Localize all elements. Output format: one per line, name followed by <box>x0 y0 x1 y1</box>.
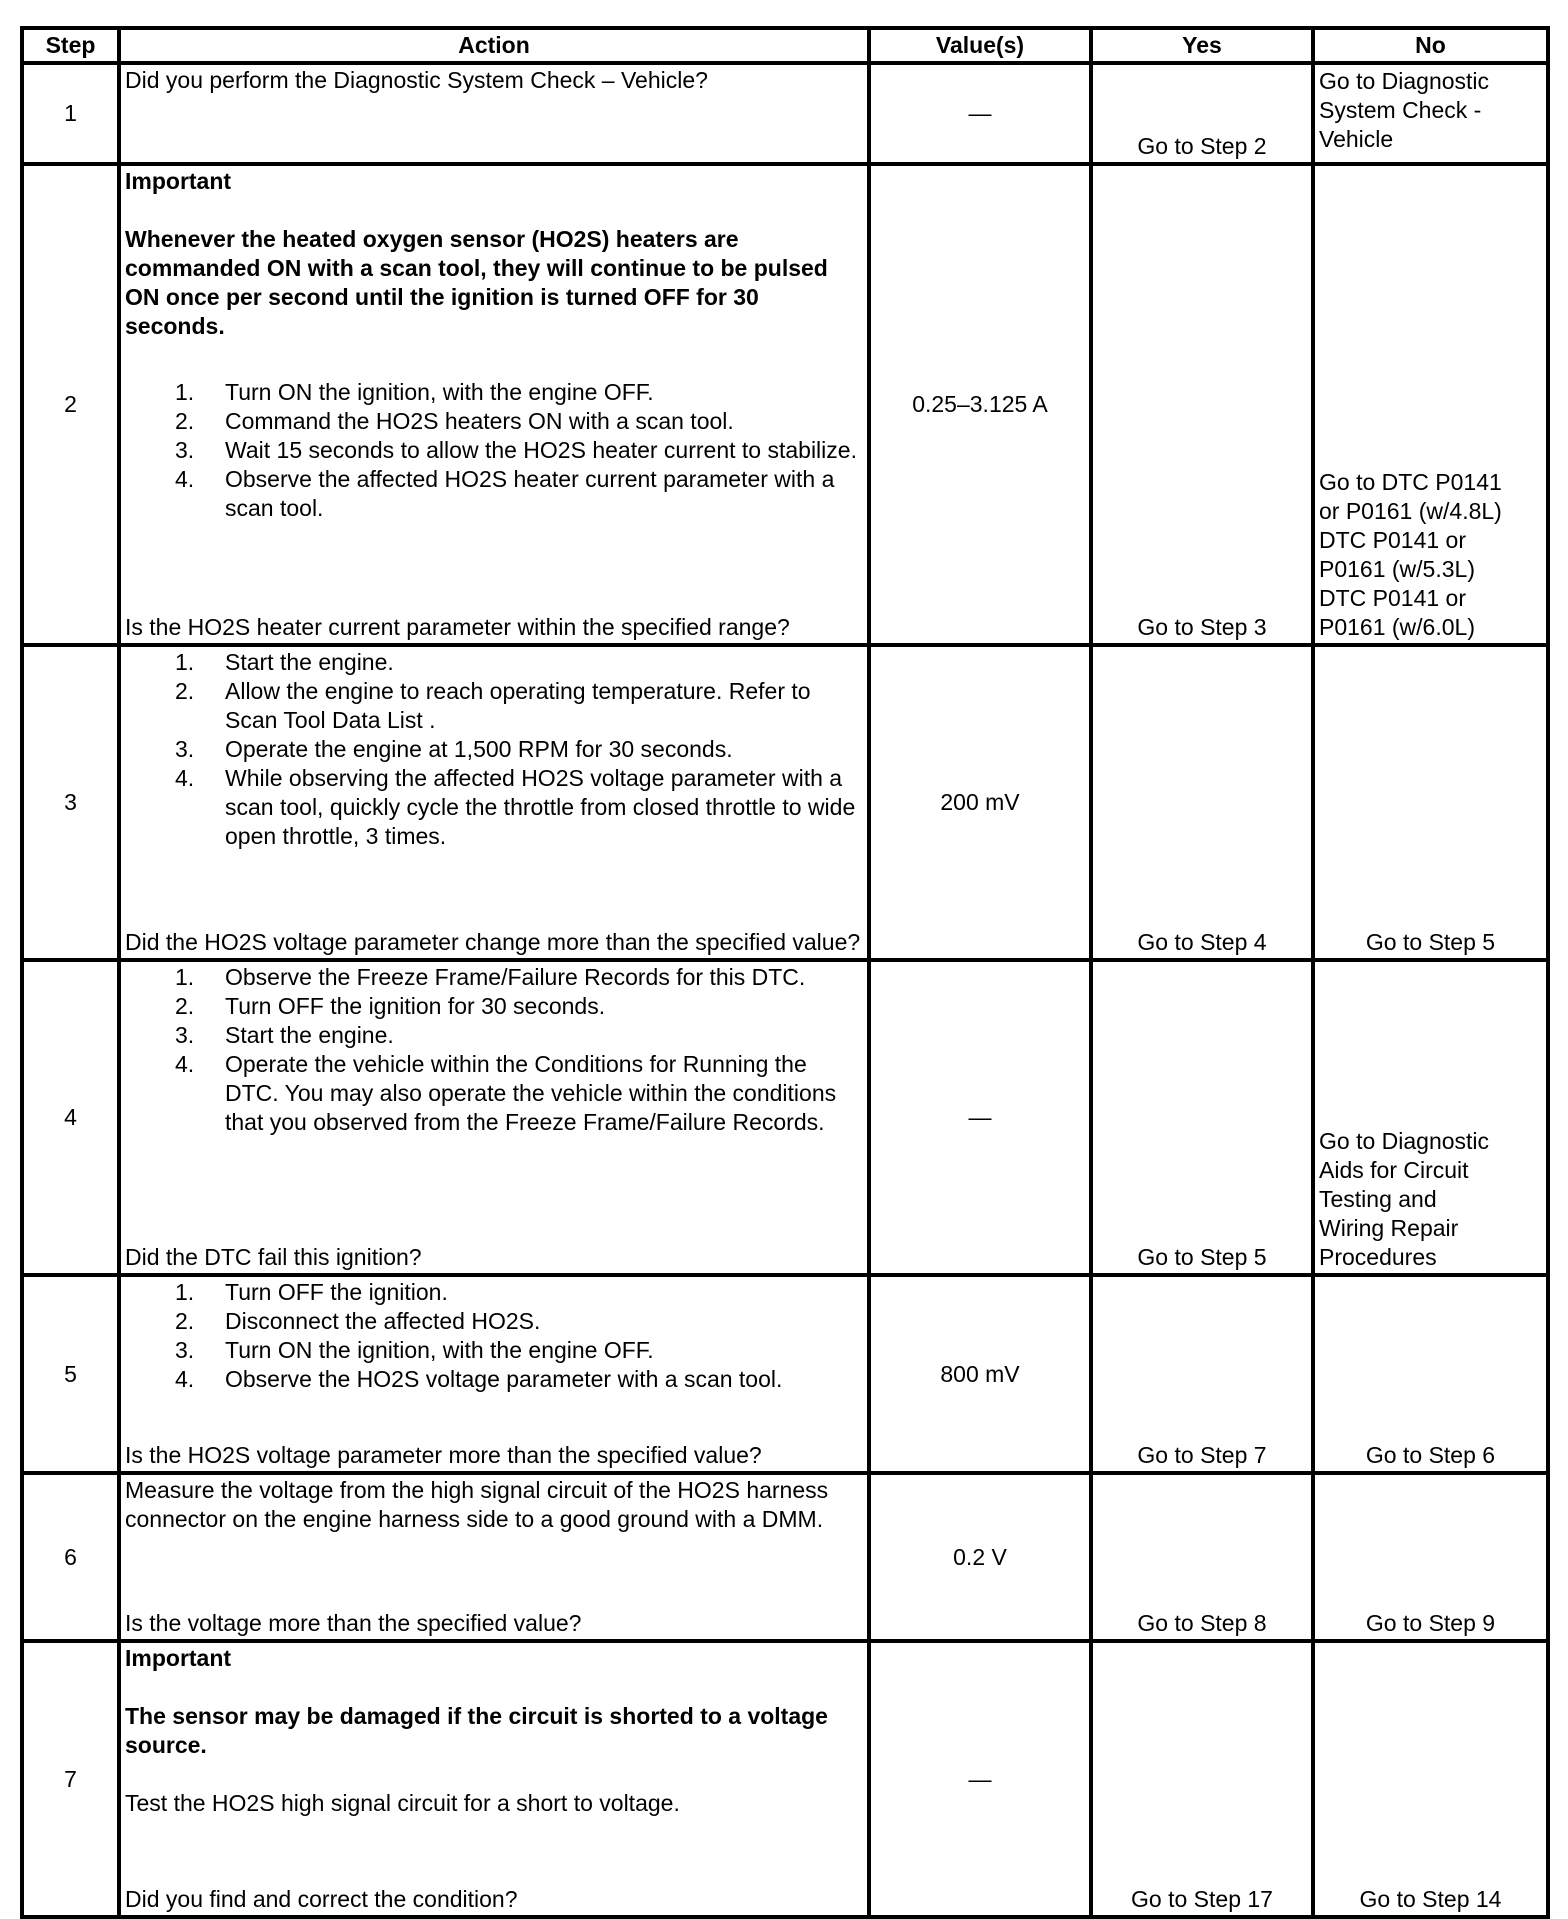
no-line: Go to DTC P0141 <box>1319 469 1502 495</box>
question-text: Did the DTC fail this ignition? <box>125 1244 422 1270</box>
step-number: 4 <box>22 960 119 1275</box>
list-item: 2. Turn OFF the ignition for 30 seconds. <box>175 993 606 1019</box>
value-cell: — <box>869 63 1091 164</box>
no-cell <box>1313 1275 1548 1473</box>
yes-cell <box>1091 164 1313 645</box>
action-cell <box>119 164 869 645</box>
no-line: Go to Diagnostic <box>1319 1128 1490 1154</box>
no-cell <box>1313 1641 1548 1917</box>
table-row-step-1 <box>22 63 1548 164</box>
no-line: Wiring Repair <box>1319 1215 1459 1241</box>
yes-link[interactable]: Go to Step 5 <box>1137 1244 1267 1270</box>
procedure-list <box>125 648 863 851</box>
question-text: Is the HO2S heater current parameter within the specified range? <box>125 614 790 640</box>
value-cell: 800 mV <box>869 1275 1091 1473</box>
header-step: Step <box>22 28 119 63</box>
list-item: 1. Turn OFF the ignition. <box>175 1279 448 1305</box>
yes-cell <box>1091 960 1313 1275</box>
question-text: Is the HO2S voltage parameter more than the specified value? <box>125 1442 762 1468</box>
step-number: 1 <box>22 63 119 164</box>
yes-link[interactable]: Go to Step 17 <box>1131 1886 1273 1912</box>
no-link[interactable] <box>1315 468 1546 642</box>
no-line: or P0161 (w/4.8L) <box>1319 498 1502 524</box>
yes-link[interactable]: Go to Step 8 <box>1137 1610 1267 1636</box>
no-link[interactable] <box>1319 65 1542 154</box>
action-cell <box>119 1473 869 1641</box>
table-row-step-4 <box>22 960 1548 1275</box>
header-no: No <box>1313 28 1548 63</box>
step-number: 7 <box>22 1641 119 1917</box>
no-line: Testing and <box>1319 1186 1437 1212</box>
header-yes: Yes <box>1091 28 1313 63</box>
no-cell <box>1313 645 1548 960</box>
no-line: Aids for Circuit <box>1319 1157 1469 1183</box>
question-text: Did the HO2S voltage parameter change more than the specified value? <box>125 929 861 955</box>
yes-cell <box>1091 1473 1313 1641</box>
yes-cell <box>1091 645 1313 960</box>
list-item: 2. Disconnect the affected HO2S. <box>175 1308 541 1334</box>
step-number: 3 <box>22 645 119 960</box>
list-item: 3. Wait 15 seconds to allow the HO2S heater current to stabilize. <box>175 437 857 463</box>
value-cell: — <box>869 1641 1091 1917</box>
action-cell <box>119 63 869 164</box>
list-item: 1. Observe the Freeze Frame/Failure Records for this DTC. <box>175 964 806 990</box>
no-line: DTC P0141 or <box>1319 527 1467 553</box>
no-link[interactable]: Go to Step 6 <box>1365 1442 1496 1468</box>
action-cell <box>119 1641 869 1917</box>
list-item: 3. Start the engine. <box>175 1022 394 1048</box>
no-cell <box>1313 960 1548 1275</box>
yes-cell <box>1091 1641 1313 1917</box>
question-text: Did you find and correct the condition? <box>125 1886 518 1912</box>
action-text: Measure the voltage from the high signal circuit of the HO2S harness connector on the engine harness side to a good ground with a DMM. <box>125 1477 829 1532</box>
no-line: System Check - <box>1319 97 1482 123</box>
no-line: DTC P0141 or <box>1319 585 1467 611</box>
list-item: 2. Allow the engine to reach operating temperature. Refer to Scan Tool Data List . <box>175 678 811 733</box>
no-line: Procedures <box>1319 1244 1437 1270</box>
table-row-step-6 <box>22 1473 1548 1641</box>
no-line: Go to Diagnostic <box>1319 68 1490 94</box>
yes-link[interactable]: Go to Step 7 <box>1137 1442 1267 1468</box>
table-row-step-5 <box>22 1275 1548 1473</box>
important-label: Important <box>125 168 232 194</box>
yes-link[interactable]: Go to Step 3 <box>1137 614 1267 640</box>
value-cell: 0.2 V <box>869 1473 1091 1641</box>
procedure-list <box>125 963 863 1137</box>
step-number: 6 <box>22 1473 119 1641</box>
list-item: 4. Operate the vehicle within the Conditions for Running the DTC. You may also operate the vehicle within the conditions that you observed from the Freeze Frame/Failure Records. <box>175 1051 837 1135</box>
action-cell <box>119 960 869 1275</box>
procedure-list <box>125 1278 863 1394</box>
list-item: 2. Command the HO2S heaters ON with a scan tool. <box>175 408 734 434</box>
list-item: 3. Operate the engine at 1,500 RPM for 30 seconds. <box>175 736 733 762</box>
header-row <box>22 28 1548 63</box>
no-line: P0161 (w/5.3L) <box>1319 556 1475 582</box>
action-cell <box>119 645 869 960</box>
value-cell: 0.25–3.125 A <box>869 164 1091 645</box>
important-text: The sensor may be damaged if the circuit is shorted to a voltage source. <box>125 1703 828 1758</box>
no-line: Vehicle <box>1319 126 1394 152</box>
action-cell <box>119 1275 869 1473</box>
action-text: Test the HO2S high signal circuit for a short to voltage. <box>125 1790 680 1816</box>
list-item: 4. While observing the affected HO2S voltage parameter with a scan tool, quickly cycle the throttle from closed throttle to wide open throttle, 3 times. <box>175 765 856 849</box>
no-link[interactable]: Go to Step 14 <box>1359 1886 1502 1912</box>
yes-cell <box>1091 1275 1313 1473</box>
no-cell <box>1313 164 1548 645</box>
table-row-step-2 <box>22 164 1548 645</box>
list-item: 3. Turn ON the ignition, with the engine OFF. <box>175 1337 654 1363</box>
no-line: P0161 (w/6.0L) <box>1319 614 1475 640</box>
no-link[interactable]: Go to Step 5 <box>1365 929 1496 955</box>
value-cell: — <box>869 960 1091 1275</box>
no-link[interactable]: Go to Step 9 <box>1365 1610 1496 1636</box>
step-number: 5 <box>22 1275 119 1473</box>
no-cell <box>1313 1473 1548 1641</box>
question-text: Is the voltage more than the specified value? <box>125 1610 582 1636</box>
no-cell <box>1313 63 1548 164</box>
yes-cell <box>1091 63 1313 164</box>
important-text: Whenever the heated oxygen sensor (HO2S) heaters are commanded ON with a scan tool, they will continue to be pulsed ON once per second until the ignition is turned OFF for 30 seconds. <box>125 226 828 339</box>
list-item: 4. Observe the affected HO2S heater current parameter with a scan tool. <box>175 466 835 521</box>
table-row-step-7 <box>22 1641 1548 1917</box>
yes-link[interactable]: Go to Step 4 <box>1137 929 1267 955</box>
table-row-step-3 <box>22 645 1548 960</box>
diagnostic-table <box>20 26 1550 1919</box>
important-label: Important <box>125 1645 232 1671</box>
no-link[interactable] <box>1315 1127 1546 1272</box>
header-action: Action <box>119 28 869 63</box>
list-item: 1. Turn ON the ignition, with the engine OFF. <box>175 379 654 405</box>
yes-link[interactable]: Go to Step 2 <box>1137 133 1267 159</box>
header-values: Value(s) <box>869 28 1091 63</box>
step-number: 2 <box>22 164 119 645</box>
list-item: 4. Observe the HO2S voltage parameter with a scan tool. <box>175 1366 783 1392</box>
value-cell: 200 mV <box>869 645 1091 960</box>
action-text: Did you perform the Diagnostic System Check – Vehicle? <box>125 67 708 93</box>
procedure-list <box>125 378 863 523</box>
list-item: 1. Start the engine. <box>175 649 394 675</box>
